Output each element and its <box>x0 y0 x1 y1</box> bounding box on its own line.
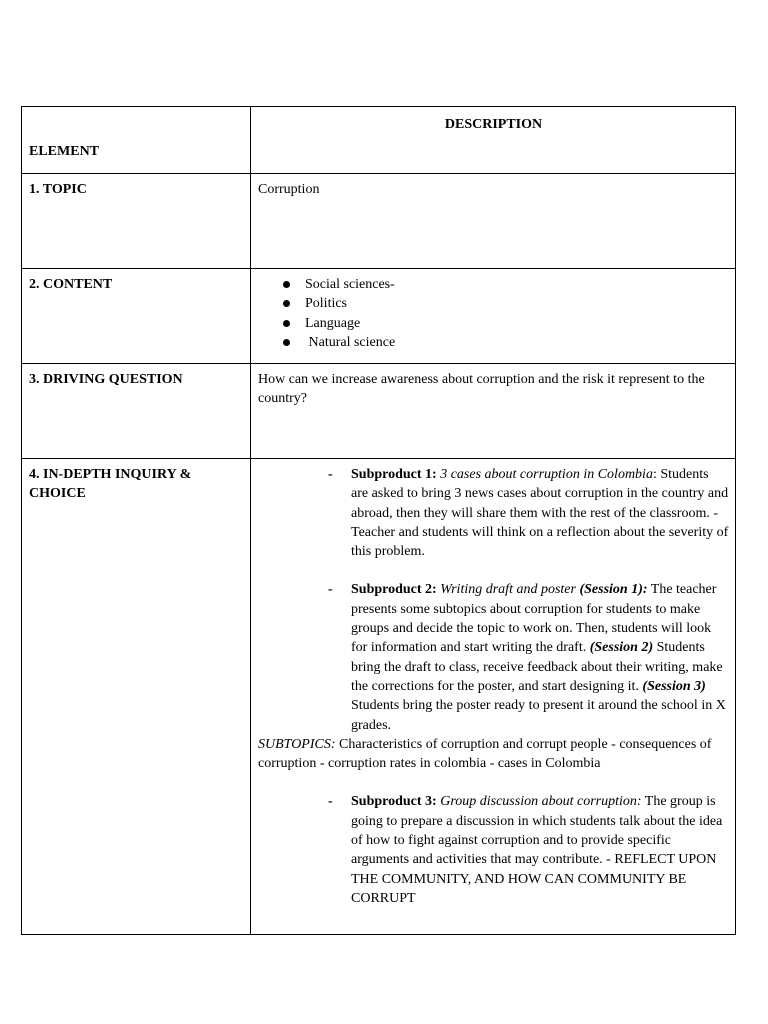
inquiry-cell <box>251 459 736 935</box>
header-element-cell <box>22 107 251 174</box>
subproduct-2-text-1: The teacher presents some subtopics about corruption for students to make groups and decide the topic to work on. Then, students will look for information and start writing the draft. <box>351 582 717 656</box>
subproduct-3-subtitle: Group discussion about corruption: <box>436 794 642 810</box>
table-header-row <box>22 107 736 174</box>
session-3-label: (Session 3) <box>642 678 706 694</box>
session-1-label: (Session 1): <box>579 582 648 598</box>
content-row <box>22 269 736 364</box>
inquiry-row <box>22 459 736 935</box>
subproduct-3-text: The group is going to prepare a discussion in which students talk about the idea of how to fight against corruption and to provide specific arguments and activities that may contribute. - REFLECT UPON THE COMMUNITY, AND HOW CAN COMMUNITY BE CORRUPT <box>351 794 723 906</box>
header-description-cell <box>251 107 736 174</box>
subproduct-2-subtitle: Writing draft and poster <box>436 582 580 598</box>
content-label: 2. CONTENT <box>22 269 251 364</box>
list-item: Language <box>258 314 729 333</box>
subproduct-3 <box>258 792 729 908</box>
list-item: Natural science <box>258 333 729 352</box>
subproduct-dash: - <box>328 582 333 598</box>
subproduct-1-colon: : <box>652 467 657 482</box>
subproduct-dash: - <box>328 467 333 482</box>
inquiry-label: 4. IN-DEPTH INQUIRY & CHOICE <box>22 459 251 935</box>
list-item: Social sciences- <box>258 275 729 294</box>
subproduct-dash: - <box>328 794 333 810</box>
driving-question-text: How can we increase awareness about corruption and the risk it represent to the country? <box>251 364 736 459</box>
subproduct-1-text: Students are asked to bring 3 news cases about corruption in the country and abroad, then they will share them with the rest of the classroom. - Teacher and students will think on a reflection about the severity of this problem. <box>351 467 729 560</box>
subtopics-label: SUBTOPICS: <box>258 736 336 752</box>
subtopics-text: Characteristics of corruption and corrupt people - consequences of corruption - corruption rates in colombia - cases in Colombia <box>258 736 712 772</box>
subproduct-1 <box>258 465 729 561</box>
topic-value: Corruption <box>251 174 736 269</box>
subproduct-2-text-2: Students bring the draft to class, receive feedback about their writing, make the corrections for the poster, and start designing it. <box>351 640 723 694</box>
topic-label: 1. TOPIC <box>22 174 251 269</box>
header-element-label: ELEMENT <box>29 144 100 159</box>
subproduct-1-title: Subproduct 1: <box>351 467 437 482</box>
topic-row <box>22 174 736 269</box>
session-2-label: (Session 2) <box>589 640 654 656</box>
driving-question-label: 3. DRIVING QUESTION <box>22 364 251 459</box>
list-item: Politics <box>258 294 729 313</box>
subproduct-1-subtitle: 3 cases about corruption in Colombia <box>436 467 653 482</box>
subproduct-2-text-3: Students bring the poster ready to present it around the school in X grades. <box>351 698 726 733</box>
content-list <box>258 275 729 352</box>
subtopics-paragraph <box>258 735 729 774</box>
driving-question-row <box>22 364 736 459</box>
content-cell <box>251 269 736 364</box>
header-description-label: DESCRIPTION <box>444 117 543 132</box>
subproduct-3-title: Subproduct 3: <box>351 794 437 810</box>
element-description-table <box>21 106 736 935</box>
subproduct-2 <box>258 580 729 734</box>
subproduct-2-title: Subproduct 2: <box>351 582 437 598</box>
